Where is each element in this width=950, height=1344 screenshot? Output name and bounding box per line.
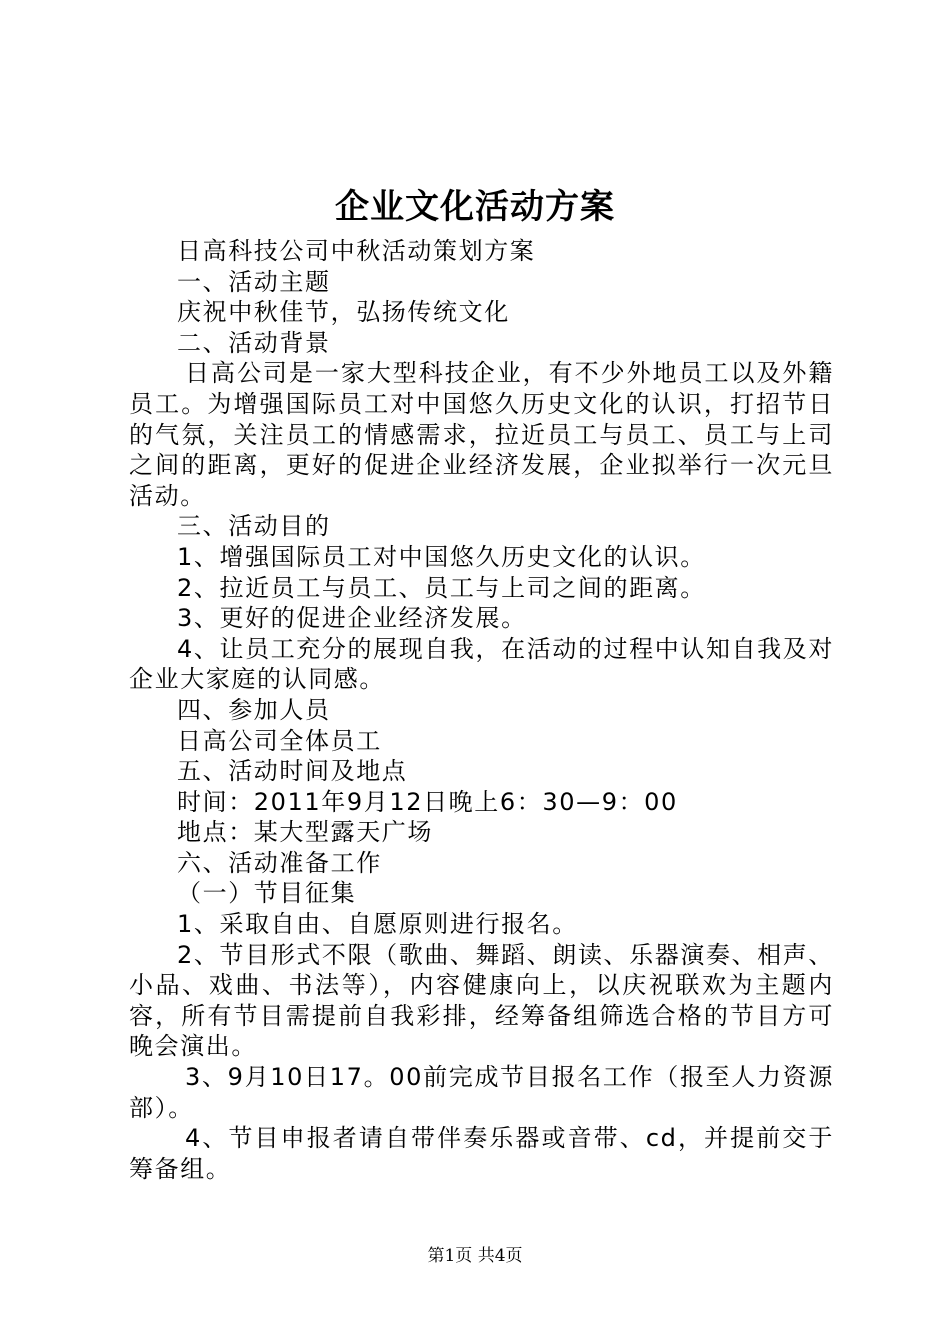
paragraph: 时间：2011年9月12日晚上6：30—9：00 bbox=[177, 787, 678, 816]
subsection-heading: （一）节目征集 bbox=[177, 879, 357, 908]
paragraph: 日高科技公司中秋活动策划方案 bbox=[177, 237, 536, 265]
section-heading: 三、活动目的 bbox=[177, 512, 331, 541]
document-body bbox=[129, 236, 834, 1184]
section-heading: 二、活动背景 bbox=[177, 328, 331, 357]
section-heading: 五、活动时间及地点 bbox=[177, 757, 408, 786]
section-heading: 四、参加人员 bbox=[177, 695, 331, 724]
list-item: 3、更好的促进企业经济发展。 bbox=[177, 604, 527, 633]
section-heading: 六、活动准备工作 bbox=[177, 848, 382, 877]
paragraph: 日高公司全体员工 bbox=[177, 726, 382, 755]
list-item: 3、9月10日17。00前完成节目报名工作（报至人力资源部）。 bbox=[129, 1063, 834, 1122]
document-title: 企业文化活动方案 bbox=[335, 187, 615, 227]
page-footer: 第1页 共4页 bbox=[427, 1246, 523, 1266]
list-item: 4、节目申报者请自带伴奏乐器或音带、cd，并提前交于筹备组。 bbox=[129, 1124, 834, 1183]
paragraph: 日高公司是一家大型科技企业，有不少外地员工以及外籍员工。为增强国际员工对中国悠久历史文化的认识，打招节日的气氛，关注员工的情感需求，拉近员工与员工、员工与上司之间的距离，更好的促进企业经济发展，企业拟举行一次元旦活动。 bbox=[129, 359, 834, 510]
section-heading: 一、活动主题 bbox=[177, 267, 331, 296]
list-item: 2、拉近员工与员工、员工与上司之间的距离。 bbox=[177, 573, 706, 602]
paragraph: 庆祝中秋佳节，弘扬传统文化 bbox=[177, 298, 510, 327]
list-item: 4、让员工充分的展现自我，在活动的过程中认知自我及对企业大家庭的认同感。 bbox=[129, 634, 834, 694]
list-item: 1、增强国际员工对中国悠久历史文化的认识。 bbox=[177, 542, 706, 571]
list-item: 2、节目形式不限（歌曲、舞蹈、朗读、乐器演奏、相声、小品、戏曲、书法等），内容健康向上，以庆祝联欢为主题内容，所有节目需提前自我彩排，经筹备组筛选合格的节目方可晚会演出。 bbox=[129, 940, 834, 1061]
paragraph: 地点：某大型露天广场 bbox=[177, 818, 433, 847]
list-item: 1、采取自由、自愿原则进行报名。 bbox=[177, 910, 578, 939]
